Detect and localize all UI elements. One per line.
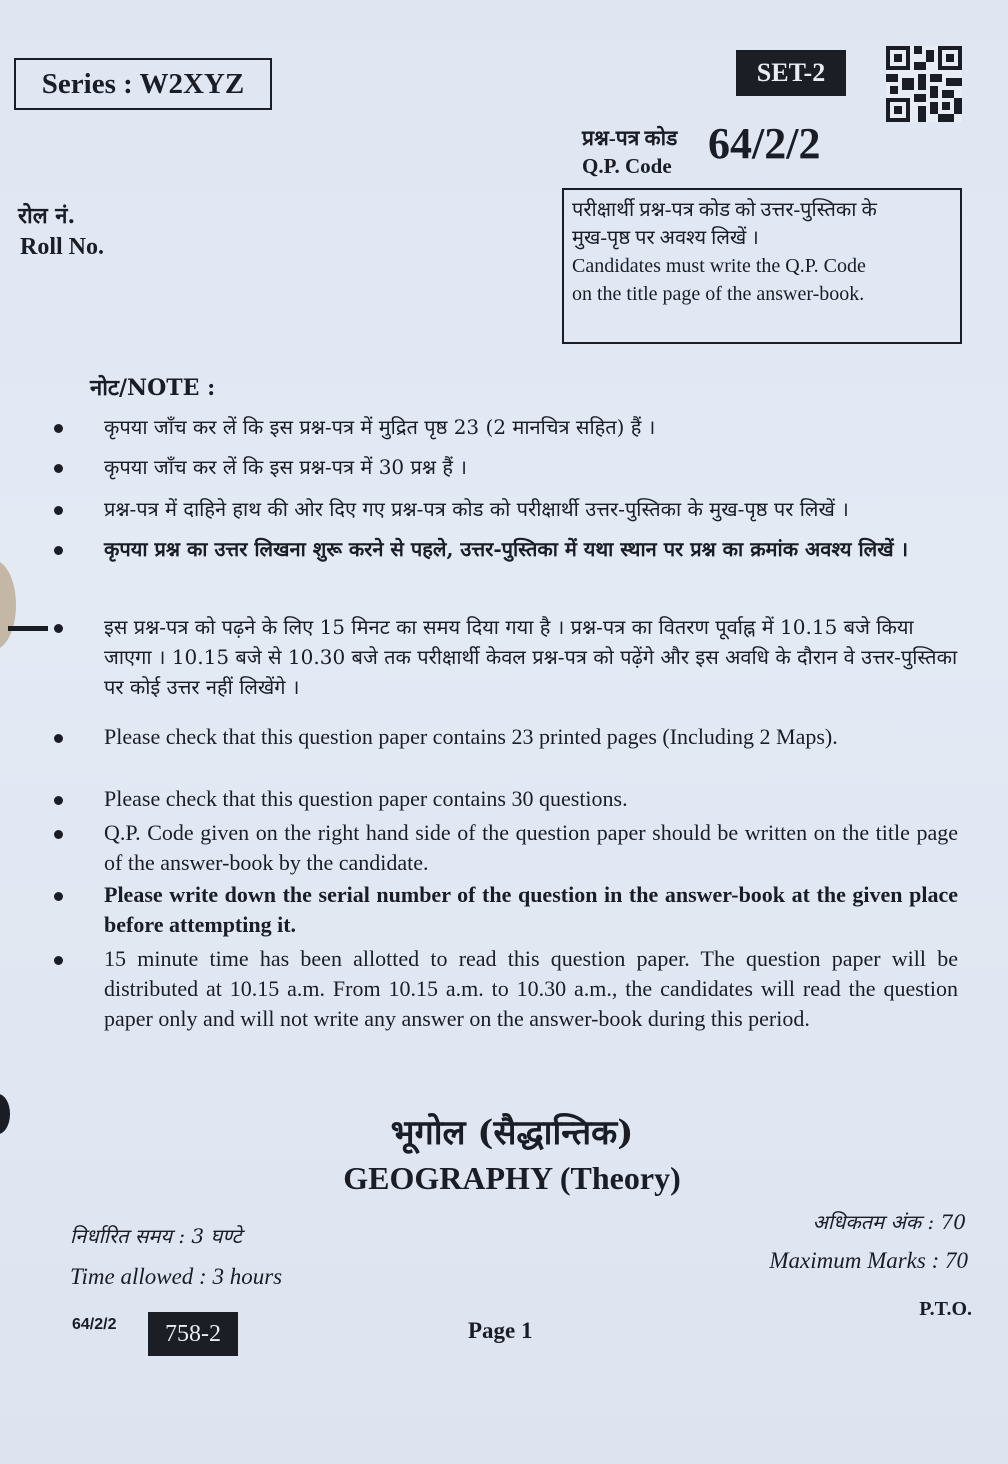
bullet-icon: [54, 830, 63, 839]
finger-shadow: [0, 560, 16, 650]
bullet-icon: [54, 956, 63, 965]
note-title: नोट/NOTE :: [90, 375, 216, 401]
subject-title-en: GEOGRAPHY (Theory): [343, 1160, 681, 1196]
footer-badge: [148, 1312, 238, 1356]
series-label: Series : W2XYZ: [41, 67, 245, 100]
qr-code-icon: [886, 46, 962, 122]
bullet-icon: [54, 424, 63, 433]
note-text-hi: कृपया जाँच कर लें कि इस प्रश्न-पत्र में 30 प्रश्न हैं ।: [104, 455, 467, 479]
instruction-line: परीक्षार्थी प्रश्न-पत्र कोड को उत्तर-पुस्तिका के: [572, 199, 877, 221]
roll-number-label-hi: रोल नं.: [18, 203, 76, 229]
note-text-en: Please check that this question paper contains 23 printed pages (Including 2 Maps).: [104, 724, 838, 749]
bullet-icon: [54, 506, 63, 515]
bullet-icon: [54, 546, 63, 555]
maximum-marks-en: Maximum Marks : 70: [769, 1248, 968, 1273]
note-text-hi: कृपया जाँच कर लें कि इस प्रश्न-पत्र में मुद्रित पृष्ठ 23 (2 मानचित्र सहित) हैं ।: [104, 415, 656, 439]
note-text-hi: प्रश्न-पत्र में दाहिने हाथ की ओर दिए गए प्रश्न-पत्र कोड को परीक्षार्थी उत्तर-पुस्तिका के मुख-पृष्ठ पर लिखें ।: [104, 497, 849, 521]
footer-badge-label: 758-2: [165, 1320, 221, 1347]
bullet-icon: [54, 624, 63, 633]
page-number: Page 1: [468, 1318, 533, 1343]
time-allowed-en: Time allowed : 3 hours: [70, 1264, 283, 1289]
set-label: SET-2: [756, 58, 826, 87]
subject-title-hi: भूगोल (सैद्धान्तिक): [390, 1113, 634, 1153]
note-text-hi: इस प्रश्न-पत्र को पढ़ने के लिए 15 मिनट का समय दिया गया है । प्रश्न-पत्र का वितरण पूर्वाह्न में 10.15 बजे किया जाएगा । 10.15 बजे से 10.30 बजे तक परीक्षार्थी केवल प्रश्न-पत्र को पढ़ेंगे और इस अवधि के दौरान वे उत्तर-पुस्तिका पर कोई उत्तर नहीं लिखेंगे ।: [104, 615, 958, 699]
instruction-line: मुख-पृष्ठ पर अवश्य लिखें ।: [572, 227, 759, 249]
qp-code-label: [582, 124, 706, 180]
note-text-en: Q.P. Code given on the right hand side of the question paper should be written on the title page of the answer-book by the candidate.: [104, 820, 958, 875]
series-box: [14, 58, 272, 110]
note-text-en: Please write down the serial number of the question in the answer-book at the given place before attempting it.: [104, 882, 958, 937]
qp-code-label-en: Q.P. Code: [582, 154, 672, 178]
time-allowed-hi: निर्धारित समय : 3 घण्टे: [70, 1224, 242, 1248]
instruction-line: Candidates must write the Q.P. Code: [572, 255, 866, 277]
instruction-line: on the title page of the answer-book.: [572, 283, 865, 305]
qp-code-value: 64/2/2: [708, 119, 821, 168]
roll-number-label-en: Roll No.: [20, 234, 104, 260]
note-text-en: 15 minute time has been allotted to read this question paper. The question paper will be distributed at 10.15 a.m. From 10.15 a.m. to 10.30 a.m., the candidates will read the question paper only and will not write any answer on the answer-book during this period.: [104, 946, 958, 1031]
set-badge: [736, 50, 846, 96]
bullet-icon: [54, 464, 63, 473]
pto-label: P.T.O.: [919, 1298, 972, 1320]
maximum-marks-hi: अधिकतम अंक : 70: [812, 1210, 966, 1234]
qp-code-instruction-box: [562, 188, 962, 344]
bullet-icon: [54, 892, 63, 901]
bullet-icon: [54, 796, 63, 805]
footer-code: 64/2/2: [72, 1316, 117, 1333]
bullet-icon: [54, 734, 63, 743]
note-text-hi: कृपया प्रश्न का उत्तर लिखना शुरू करने से पहले, उत्तर-पुस्तिका में यथा स्थान पर प्रश्न का क्रमांक अवश्य लिखें ।: [104, 537, 909, 561]
note-text-en: Please check that this question paper contains 30 questions.: [104, 786, 628, 811]
qp-code-label-hi: प्रश्न-पत्र कोड: [582, 126, 678, 150]
margin-mark: [8, 626, 48, 631]
